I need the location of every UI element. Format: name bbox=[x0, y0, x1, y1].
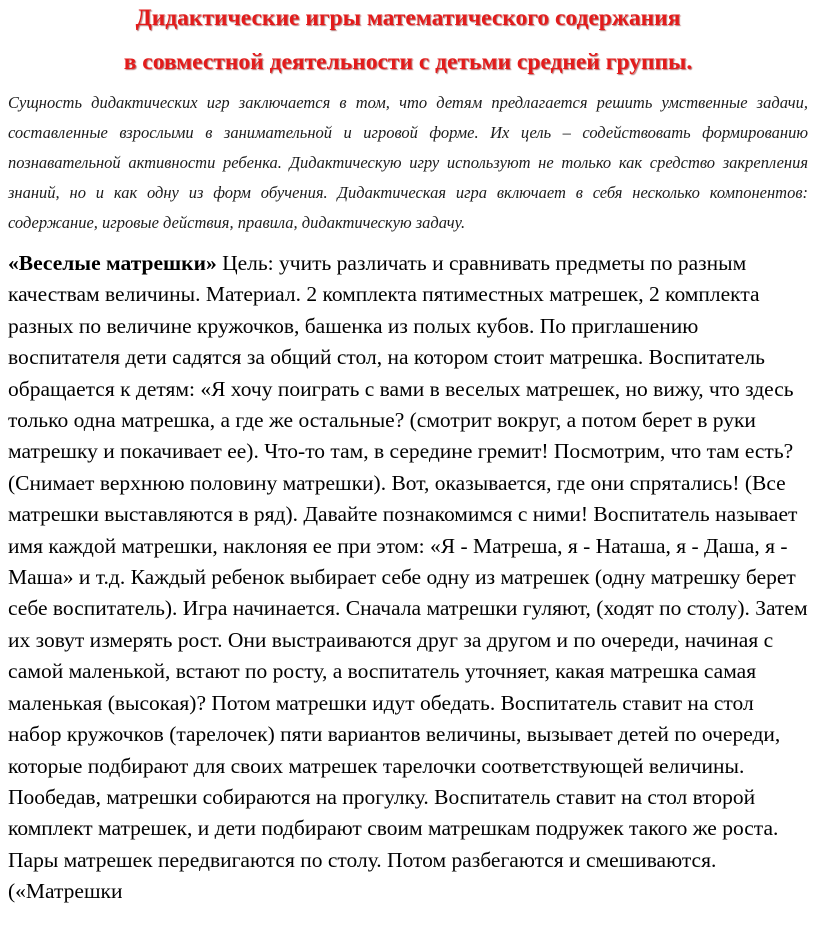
document-title-line-1: Дидактические игры математического содержания bbox=[135, 5, 681, 31]
game-name: «Веселые матрешки» bbox=[8, 251, 217, 275]
document-title-line-2: в совместной деятельности с детьми средней группы. bbox=[123, 49, 693, 75]
intro-paragraph: Сущность дидактических игр заключается в том, что детям предлагается решить умственные задачи, составленные взрослыми в занимательной и игровой форме. Их цель – содействовать формированию познавательной активности ребенка. Дидактическую игру используют не только как средство закрепления знаний, но и как одну из форм обучения. Дидактическая игра включает в себя несколько компонентов: содержание, игровые действия, правила, дидактическую задачу. bbox=[8, 93, 808, 232]
game-description-paragraph bbox=[8, 248, 812, 908]
game-description-text: Цель: учить различать и сравнивать предметы по разным качествам величины. Материал. 2 комплекта пятиместных матрешек, 2 комплекта разных по величине кружочков, башенка из полых кубов. По приглашению воспитателя дети садятся за общий стол, на котором стоит матрешка. Воспитатель обращается к детям: «Я хочу поиграть с вами в веселых матрешек, но вижу, что здесь только одна матрешка, а где же остальные? (смотрит вокруг, а потом берет в руки матрешку и покачивает ее). Что-то там, в середине гремит! Посмотрим, что там есть? (Снимает верхнюю половину матрешки). Вот, оказывается, где они спрятались! (Все матрешки выставляются в ряд). Давайте познакомимся с ними! Воспитатель называет имя каждой матрешки, наклоняя ее при этом: «Я - Матреша, я - Наташа, я - Даша, я - Маша» и т.д. Каждый ребенок выбирает себе одну из матрешек (одну матрешку берет себе воспитатель). Игра начинается. Сначала матрешки гуляют, (ходят по столу). Затем их зовут измерять рост. Они выстраиваются друг за другом и по очереди, начиная с самой маленькой, встают по росту, а воспитатель уточняет, какая матрешка самая маленькая (высокая)? Потом матрешки идут обедать. Воспитатель ставит на стол набор кружочков (тарелочек) пяти вариантов величины, вызывает детей по очереди, которые подбирают для своих матрешек тарелочки соответствующей величины. Пообедав, матрешки собираются на прогулку. Воспитатель ставит на стол второй комплект матрешек, и дети подбирают своим матрешкам подружек такого же роста. Пары матрешек передвигаются по столу. Потом разбегаются и смешиваются. («Матрешки bbox=[8, 251, 808, 904]
